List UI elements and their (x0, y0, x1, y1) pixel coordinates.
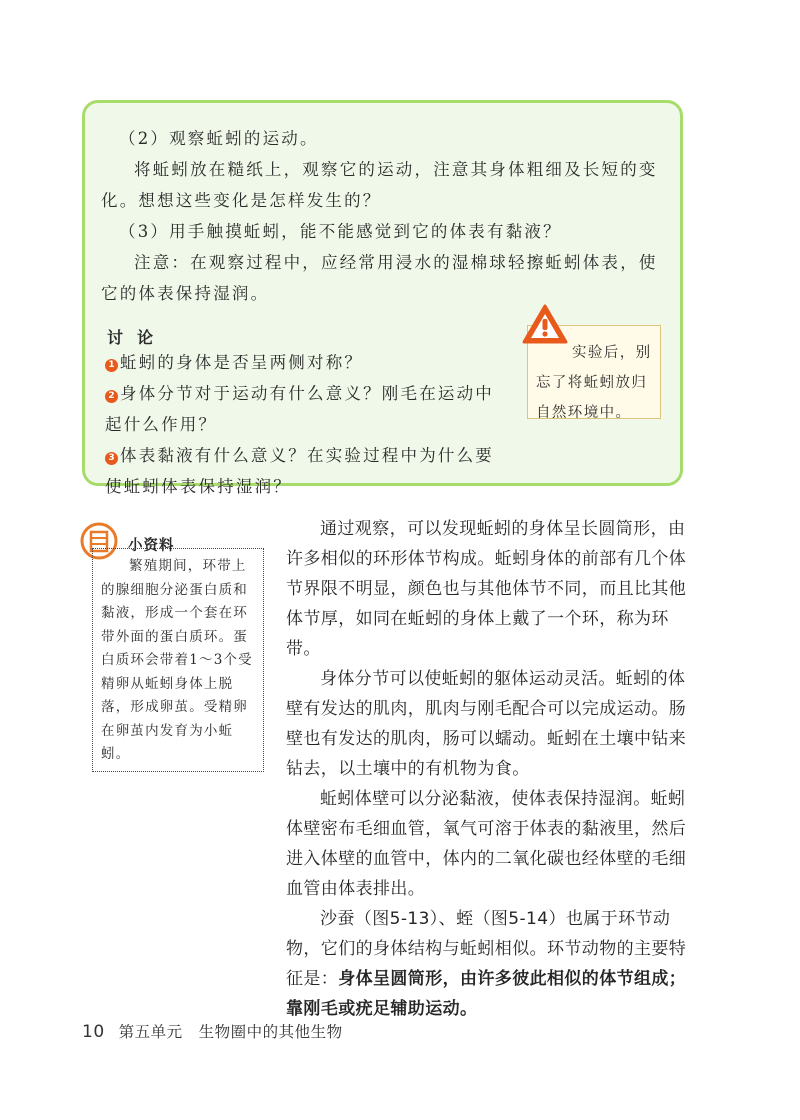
discussion-question (105, 378, 505, 440)
step3-title: （3）用手触摸蚯蚓，能不能感觉到它的体表有黏液？ (119, 222, 562, 241)
page-number: 10 (82, 1022, 105, 1042)
body-paragraph-4-plain: 沙蚕（图5-13）、蛭（图5-14）也属于环节动物，它们的身体结构与蚯蚓相似。环节动物的主要特征是： (286, 909, 687, 989)
discussion-questions (105, 347, 505, 502)
body-paragraph-3: 蚯蚓体壁可以分泌黏液，使体表保持湿润。蚯蚓体壁密布毛细血管，氧气可溶于体表的黏液里，然后进入体壁的血管中，体内的二氧化碳也经体壁的毛细血管由体表排出。 (286, 789, 687, 899)
page-footer (82, 1020, 343, 1042)
sidebar-box (92, 548, 264, 772)
discussion-question (105, 440, 505, 502)
question-text: 蚯蚓的身体是否呈两侧对称？ (120, 353, 364, 372)
step2-body: 将蚯蚓放在糙纸上，观察它的运动，注意其身体粗细及长短的变化。想想这些变化是怎样发生的？ (101, 160, 658, 210)
warning-triangle-icon (522, 303, 568, 345)
experiment-text (101, 123, 671, 309)
main-body-text (286, 514, 690, 1024)
body-paragraph-1: 通过观察，可以发现蚯蚓的身体呈长圆筒形，由许多相似的环形体节构成。蚯蚓身体的前部有几个体节界限不明显，颜色也与其他体节不同，而且比其他体节厚，如同在蚯蚓的身体上戴了一个环，称为环带。 (286, 519, 687, 659)
sidebar-text: 繁殖期间，环带上的腺细胞分泌蛋白质和黏液，形成一个套在环带外面的蛋白质环。蛋白质环会带着1～3个受精卵从蚯蚓身体上脱落，形成卵茧。受精卵在卵茧内发育为小蚯蚓。 (101, 558, 253, 762)
body-paragraph-2: 身体分节可以使蚯蚓的躯体运动灵活。蚯蚓的体壁有发达的肌肉，肌肉与刚毛配合可以完成运动。肠壁也有发达的肌肉，肠可以蠕动。蚯蚓在土壤中钻来钻去，以土壤中的有机物为食。 (286, 669, 687, 779)
experiment-box (82, 100, 683, 496)
warning-callout (522, 303, 682, 423)
warning-note-text: 实验后，别忘了将蚯蚓放归自然环境中。 (536, 345, 652, 421)
unit-title: 第五单元 生物圈中的其他生物 (118, 1023, 343, 1041)
step2-title: （2）观察蚯蚓的运动。 (119, 129, 319, 148)
question-text: 身体分节对于运动有什么意义？刚毛在运动中起什么作用？ (105, 384, 494, 434)
number-bullet-icon: 1 (105, 359, 118, 372)
sidebar-title: 小资料 (128, 538, 175, 554)
number-bullet-icon: 3 (105, 452, 118, 465)
caution-note: 注意：在观察过程中，应经常用浸水的湿棉球轻擦蚯蚓体表，使它的体表保持湿润。 (101, 253, 658, 303)
body-paragraph-4-bold: 身体呈圆筒形，由许多彼此相似的体节组成；靠刚毛或疣足辅助运动。 (286, 969, 687, 1019)
discussion-question (105, 347, 505, 378)
body-paragraph-4 (286, 904, 690, 1024)
number-bullet-icon: 2 (105, 390, 118, 403)
discussion-title: 讨论 (107, 328, 168, 347)
question-text: 体表黏液有什么意义？在实验过程中为什么要使蚯蚓体表保持湿润？ (105, 446, 494, 496)
